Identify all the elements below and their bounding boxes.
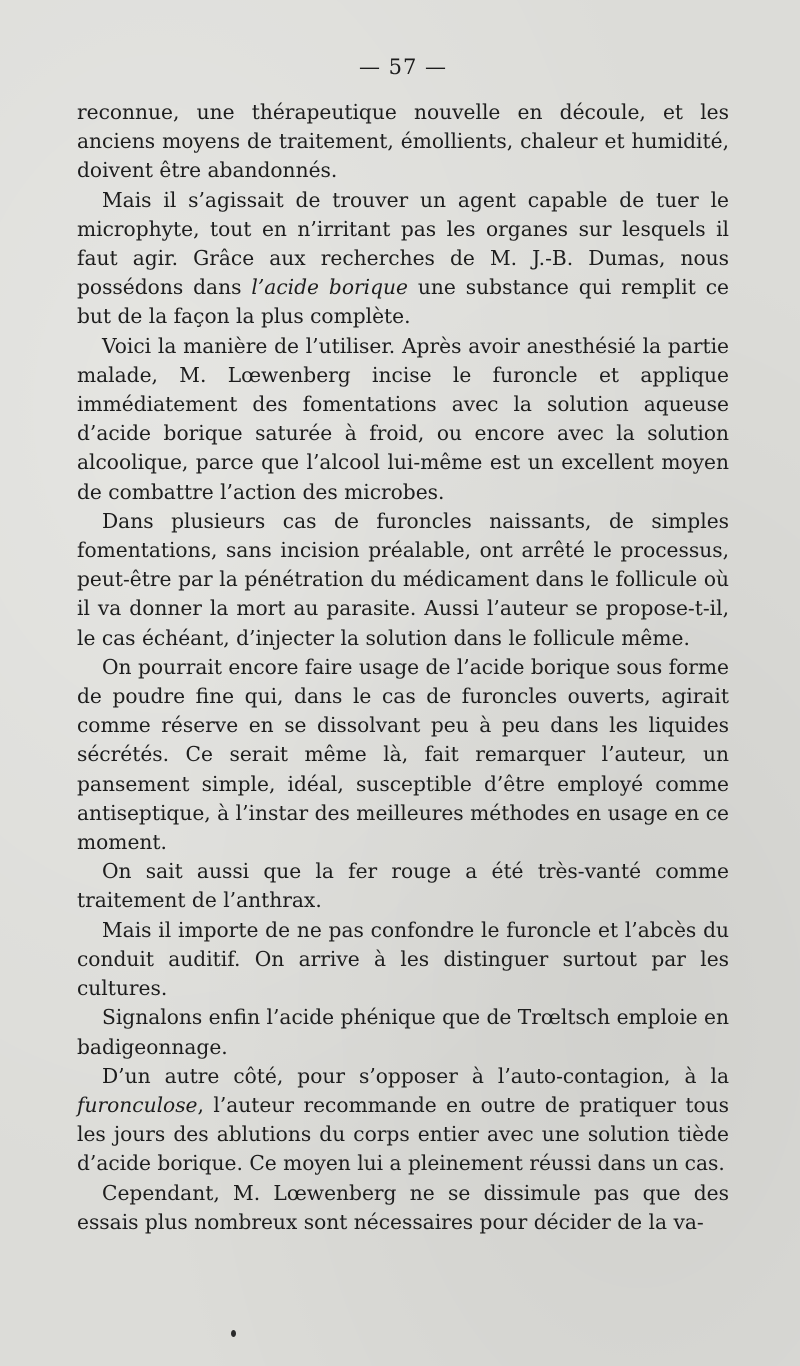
paragraph-8: Signalons enfin l’acide phénique que de Trœltsch emploie en badigeonnage. bbox=[77, 1005, 729, 1059]
paragraph-10: Cependant, M. Lœwenberg ne se dissimule pas que des essais plus nombreux sont nécessaires pour décider de la va- bbox=[77, 1180, 729, 1234]
paragraph-3: Voici la manière de l’utiliser. Après avoir anesthésié la partie malade, M. Lœwenberg incise le furoncle et applique immédiatement des fomentations avec la solution aqueuse d’acide borique saturée à froid, ou encore avec la solution alcoolique, parce que l’alcool lui-même est un excellent moyen de combattre l’action des microbes. bbox=[77, 333, 729, 504]
paragraph-5: On pourrait encore faire usage de l’acide borique sous forme de poudre fine qui, dans le cas de furoncles ouverts, agirait comme réserve en se dissolvant peu à peu dans les liquides sécrétés. Ce serait même là, fait remarquer l’auteur, un pansement simple, idéal, susceptible d’être employé comme antiseptique, à l’instar des meilleures méthodes en usage en ce moment. bbox=[77, 654, 729, 855]
ink-speck bbox=[231, 1330, 236, 1337]
page-number: — 57 — bbox=[358, 55, 448, 79]
paragraph-6: On sait aussi que la fer rouge a été très-vanté comme traitement de l’anthrax. bbox=[77, 859, 729, 913]
paragraph-1: reconnue, une thérapeutique nouvelle en découle, et les anciens moyens de traitement, émollients, chaleur et humidité, doivent être abandonnés. bbox=[77, 100, 729, 183]
emphasis-furonculose: furonculose bbox=[77, 1092, 198, 1117]
emphasis-acide-borique: l’acide borique bbox=[251, 275, 408, 300]
page bbox=[77, 50, 729, 1237]
body-text bbox=[77, 98, 729, 1237]
paragraph-9-text-b: , l’auteur recommande en outre de pratiquer tous les jours des ablutions du corps entier avec une solution tiède d’acide borique. Ce moyen lui a pleinement réussi dans un cas. bbox=[77, 1092, 729, 1176]
paragraph-9-text-a: D’un autre côté, pour s’opposer à l’auto-contagion, à la bbox=[102, 1063, 729, 1088]
paragraph-2 bbox=[77, 186, 729, 332]
paragraph-9 bbox=[77, 1062, 729, 1179]
paragraph-7: Mais il importe de ne pas confondre le furoncle et l’abcès du conduit auditif. On arrive à les distinguer surtout par les cultures. bbox=[77, 917, 729, 1001]
paragraph-2-text-b: une substance qui remplit ce but de la façon la plus complète. bbox=[77, 275, 730, 329]
paragraph-4: Dans plusieurs cas de furoncles naissants, de simples fomentations, sans incision préalable, ont arrêté le processus, peut-être par la pénétration du médicament dans le follicule où il va donner la mort au parasite. Aussi l’auteur se propose-t-il, le cas échéant, d’injecter la solution dans le follicule même. bbox=[77, 508, 729, 650]
paragraph-2-text-a: Mais il s’agissait de trouver un agent capable de tuer le microphyte, tout en n’irritant pas les organes sur lesquels il faut agir. Grâce aux recherches de M. J.-B. Dumas, nous possédons dans bbox=[77, 187, 729, 300]
